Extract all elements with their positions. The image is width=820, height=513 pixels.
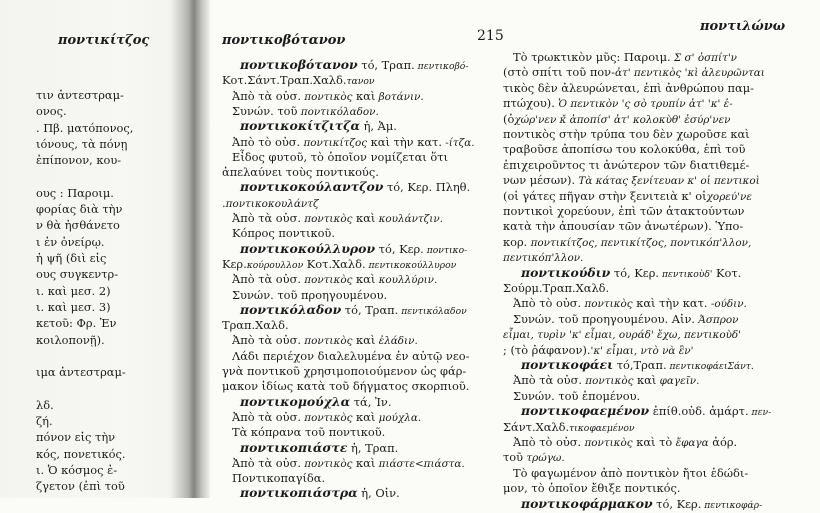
- text-run: Εἶδος φυτοῦ, τὸ ὁποῖον νομίζεται ὅτι: [232, 149, 449, 164]
- text-run: ἡ, Ἀμ.: [359, 119, 397, 134]
- text-line: [503, 219, 743, 233]
- text-run: καὶ τὴν κατ.: [367, 134, 442, 149]
- text-line: [240, 242, 467, 258]
- fragment-line: ζή.: [36, 414, 53, 428]
- fragment-line: κός, πονετικός.: [36, 446, 126, 461]
- text-line: [503, 327, 741, 342]
- text-run: Κοτ.Σάντ.Τραπ.Χαλδ.: [222, 73, 347, 88]
- text-run: γνὰ ποντικοῦ χρησιμοποιούμενον ὡς φάρ-: [222, 364, 467, 378]
- text-run: καὶ: [352, 333, 376, 348]
- text-line: [513, 50, 737, 65]
- text-line: [503, 235, 751, 250]
- text-run: καὶ: [633, 373, 657, 388]
- text-run: Κοτ.: [712, 265, 742, 280]
- text-line: [503, 112, 730, 127]
- fragment-line: ν θὰ ἠσθάνετο: [36, 218, 120, 233]
- fragment-line: ιόνους, τὰ πόνῃ: [36, 136, 128, 151]
- fragment-line: πόνον εἰς τὴν: [36, 430, 116, 445]
- text-run: καὶ: [352, 272, 376, 287]
- text-run: Ἀπὸ τὸ οὐσ.: [513, 296, 582, 311]
- text-line: [240, 119, 397, 133]
- text-run: ποντικοκούλλυρον: [240, 240, 376, 256]
- text-run: βοτάνιν.: [375, 90, 424, 103]
- text-line: [521, 358, 754, 374]
- text-run: Σούρμ.Τραπ.Χαλδ.: [503, 281, 610, 295]
- text-line: [222, 318, 289, 332]
- text-line: [232, 135, 475, 150]
- text-line: [521, 266, 741, 282]
- text-run: ποντικοπιάστρα: [240, 485, 358, 501]
- text-run: Ἀπὸ τὰ οὐσ.: [232, 409, 301, 424]
- text-run: μακον ἰδίως κατὰ τοῦ δήγματος σκορπιοῦ.: [222, 379, 470, 394]
- text-run: τά, Ἰν.: [350, 394, 392, 409]
- text-run: Ἀπὸ τὸ οὐσ.: [513, 435, 582, 449]
- text-line: [503, 127, 750, 141]
- text-run: πεντικόπ'λλον.: [503, 252, 584, 265]
- text-line: [232, 89, 424, 104]
- text-line: [232, 349, 469, 363]
- text-run: Τὸ τρωκτικὸν μῦς: Παροιμ.: [513, 50, 671, 64]
- text-run: Ἀπὸ τὰ οὐσ.: [232, 272, 301, 287]
- text-line: [503, 173, 760, 188]
- text-run: ποντικούδιν: [521, 264, 611, 280]
- text-line: [232, 150, 448, 164]
- text-run: ἐπίθ.οὐδ. ἀμάρτ.: [649, 404, 749, 419]
- text-run: 'κ' εἶμαι, ντὸ νὰ ἒν': [590, 344, 694, 357]
- text-line: [232, 425, 385, 439]
- text-run: πεντικοφάειΣάντ.: [666, 361, 754, 372]
- text-run: -ίτζα.: [441, 136, 475, 149]
- text-line: [503, 204, 744, 218]
- text-run: ; (τὸ ῥάφανον).: [503, 342, 591, 357]
- fragment-line: ι ἐν ὀνείρῳ.: [36, 234, 105, 249]
- text-line: [503, 81, 754, 95]
- text-run: Λάδι περιέχον διαλελυμένα ἐν αὐτῷ νεο-: [232, 348, 470, 363]
- text-run: ποντικὸς: [300, 213, 353, 225]
- text-line: [240, 486, 400, 500]
- text-run: ἀπελαύνει τοὺς ποντικούς.: [222, 165, 379, 180]
- fragment-line: φορίας διὰ τὴν: [36, 202, 123, 217]
- text-run: ποντικὸς: [300, 457, 353, 470]
- text-line: [232, 288, 387, 302]
- text-run: πτώχου).: [503, 96, 555, 111]
- running-head-right: ποντιλώνω: [700, 19, 786, 34]
- text-run: πεντικοβό-: [414, 61, 469, 72]
- text-line: [232, 226, 335, 240]
- text-run: ποντικὸς: [581, 375, 634, 388]
- text-run: Ἀσπρον: [695, 313, 739, 326]
- text-run: ποντικοβότανον: [240, 57, 358, 72]
- text-line: [232, 104, 379, 119]
- text-run: τό, Κερ.: [375, 241, 424, 256]
- text-run: πεντικόλαδον: [398, 305, 467, 317]
- text-run: χώρ'νεν κ̌ ἀποπίσ' ἀτ' κολοκὺθ' ἐσύρ'νεν: [514, 113, 731, 126]
- text-run: (στὸ σπίτι τοῦ πον-: [503, 65, 615, 80]
- text-line: [503, 343, 693, 358]
- text-run: τραβοῦσε ἀποπίσω του κολοκύθα, ἐπὶ τοῦ: [503, 142, 746, 157]
- text-line: [513, 373, 699, 388]
- text-run: Ἀπὸ τὰ οὐσ.: [513, 373, 582, 388]
- text-run: Κερ.: [222, 256, 247, 271]
- text-line: [503, 96, 733, 111]
- text-run: ἀόρ.: [708, 435, 738, 449]
- fragment-line: ἐπίπονον, κου-: [36, 153, 122, 168]
- text-line: [503, 420, 635, 436]
- text-run: πεντικοὺδ': [659, 268, 713, 280]
- text-run: ἔφαγα: [672, 437, 709, 449]
- text-run: ποντικοὶ χορεύουν, ἐπὶ τῶν ἀτακτούντων: [503, 204, 745, 218]
- fragment-line: ους συγκεντρ-: [36, 267, 119, 282]
- fragment-line: κοιλοπονῇ).: [36, 332, 105, 347]
- fragment-line: ι. καὶ μεσ. 3): [36, 299, 111, 314]
- text-run: ποντικὸς: [581, 298, 633, 311]
- text-run: Συνών. τοῦ: [232, 103, 298, 118]
- text-run: ποντικοκουλάντζ: [225, 197, 319, 210]
- text-run: Συνών. τοῦ ἑπομένου.: [513, 388, 641, 403]
- text-run: καὶ: [352, 211, 376, 225]
- text-run: τό, Κερ. Πληθ.: [383, 180, 471, 195]
- text-line: [222, 73, 374, 89]
- text-line: [222, 257, 456, 273]
- text-run: ποντικὸς: [300, 335, 353, 348]
- page-number: 215: [477, 28, 504, 44]
- text-run: Συνών. τοῦ προηγουμένου. Αἰν.: [513, 311, 696, 326]
- text-run: ποντικόλαδον.: [297, 105, 379, 118]
- text-line: [232, 211, 443, 226]
- fragment-line: . Πβ. ματόπονος,: [36, 120, 134, 135]
- text-run: ποντικὸς: [581, 437, 633, 449]
- text-run: ποντικο-: [423, 244, 468, 256]
- text-line: [222, 196, 319, 211]
- text-run: Συνών. τοῦ προηγουμένου.: [232, 287, 388, 302]
- text-run: Τὸ φαγωμένον ἀπὸ ποντικὸν ἤτοι ἐδώδι-: [513, 465, 749, 480]
- text-run: ποντικοφαεμένον: [521, 403, 650, 419]
- text-run: πεντικοφάρ-: [701, 499, 763, 511]
- text-run: Ἀπὸ τὰ οὐσ.: [232, 455, 301, 470]
- text-run: κούρουλλον: [246, 259, 304, 271]
- text-run: κουλάντζιν.: [375, 213, 443, 225]
- text-run: ποντικοπιάστε: [240, 439, 348, 455]
- text-run: ἐπιχειροῦντος τι ἀνώτερον τῶν διατιθεμέ-: [503, 157, 750, 172]
- text-run: (ὁ: [503, 111, 515, 126]
- text-line: [513, 435, 737, 450]
- text-run: Τὰ κάτας ξενίτευαν κ' οἱ πεντικοὶ: [575, 175, 760, 188]
- text-run: πιάστε<πιάστα.: [375, 457, 465, 470]
- text-line: [503, 481, 681, 495]
- text-run: ποντικίτζος: [300, 136, 368, 149]
- text-run: ποντικοφάει: [521, 357, 614, 372]
- fragment-line: κετοῦ: Φρ. Ἐν: [36, 316, 117, 331]
- text-run: τοῦ: [503, 450, 524, 465]
- fragment-line: ι. Ὁ κόσμος ἐ-: [36, 462, 118, 477]
- text-line: [513, 389, 640, 403]
- text-run: ἡ, Οἰν.: [357, 486, 400, 501]
- fragment-line: ἡ ψῆ (διὶ εἰς: [36, 251, 107, 265]
- text-run: τό,Τραπ.: [613, 358, 667, 372]
- text-run: τρώγω.: [523, 452, 565, 465]
- text-run: ποντικοκίτζιτζα: [240, 118, 360, 134]
- text-run: Ἀπὸ τὰ οὐσ.: [232, 88, 301, 103]
- text-run: τό, Κερ.: [610, 265, 660, 280]
- text-run: καὶ τὸ: [632, 435, 673, 449]
- text-run: Σάντ.Χαλδ.: [503, 419, 570, 434]
- book-gutter-shadow: [170, 0, 210, 498]
- text-line: [503, 189, 752, 204]
- text-run: ποντικὸς: [300, 411, 353, 424]
- text-run: Κοτ.Χαλδ.: [303, 256, 366, 271]
- fragment-line: ι. καὶ μεσ. 2): [36, 283, 111, 298]
- text-run: ποντικὸς στὴν τρύπα του δὲν χωροῦσε καὶ: [503, 127, 750, 141]
- text-line: [521, 497, 762, 513]
- text-run: .: [222, 195, 226, 210]
- text-run: ποντικὸς: [300, 274, 353, 287]
- text-run: καὶ: [352, 88, 376, 103]
- text-line: [232, 410, 421, 425]
- text-line: [222, 379, 469, 393]
- text-run: κουλλύριν.: [375, 274, 438, 287]
- text-run: τό, Κερ.: [652, 496, 702, 511]
- text-line: [222, 364, 466, 378]
- text-run: τικὸς δὲν ἀλευρώνεται, ἐπὶ ἀνθρώπου παμ-: [503, 80, 754, 95]
- fragment-line: ζγετον (ἐπὶ τοῦ: [36, 479, 125, 494]
- text-line: [222, 165, 379, 179]
- text-line: [513, 312, 738, 327]
- text-run: τό, Τραπ.: [357, 58, 415, 72]
- text-run: Κόπρος ποντικοῦ.: [232, 226, 335, 241]
- text-run: καὶ: [352, 455, 376, 470]
- text-run: εἶμαι, τυρὶν 'κ' εἶμαι, ουράδ' ἔχω, πεντικοὺδ': [503, 329, 742, 342]
- text-line: [232, 272, 437, 287]
- text-run: Ἀπὸ τὸ οὐσ.: [232, 134, 301, 149]
- text-line: [503, 281, 609, 295]
- text-run: ἀτ' πεντικὸς 'κὶ ἀλευρῶνται: [614, 67, 765, 80]
- text-line: [503, 158, 749, 172]
- text-run: ἐλάδιν.: [375, 335, 418, 348]
- fragment-line: ονος.: [36, 104, 67, 119]
- text-line: [240, 58, 468, 74]
- text-run: ποντικοκούλαντζον: [240, 179, 384, 195]
- fragment-line: λδ.: [36, 397, 54, 412]
- text-run: νων μέσων).: [503, 173, 576, 188]
- fragment-line: ους : Παροιμ.: [36, 185, 114, 200]
- text-run: ποντικὸς: [300, 90, 353, 103]
- text-run: τό, Τραπ.: [341, 302, 399, 317]
- text-line: [232, 471, 325, 485]
- text-run: Σ σ' ὀσπίτ'ν: [670, 52, 737, 64]
- text-line: [503, 450, 565, 465]
- text-run: μούχλα.: [375, 411, 422, 424]
- text-run: τικοφαεμένον: [569, 422, 635, 434]
- text-line: [240, 395, 391, 409]
- text-run: Τραπ.Χαλδ.: [222, 318, 289, 333]
- text-run: χορεύ'νε: [706, 190, 752, 203]
- text-run: (οἱ γάτες πῆγαν στὴν ξενιτειὰ κ' οἱ: [503, 188, 707, 203]
- text-line: [513, 466, 748, 480]
- text-line: [232, 333, 418, 348]
- text-line: [503, 250, 583, 265]
- text-run: ποντικίτζος, πεντικίτζος, ποντικόπ'λλον,: [527, 236, 752, 249]
- text-run: ποντικοφάρμακον: [521, 495, 653, 511]
- text-line: [503, 65, 765, 80]
- text-run: πεν-: [748, 407, 772, 419]
- text-run: Τὰ κόπρανα τοῦ ποντικοῦ.: [232, 425, 386, 440]
- running-head-left: ποντικίτζος: [58, 33, 150, 48]
- text-line: [240, 180, 470, 194]
- text-run: ποντικόλαδον: [240, 301, 342, 317]
- text-run: Ὁ πεντικὸν 'ς σὸ τρυπίν ἀτ' 'κ' ἐ-: [554, 98, 733, 111]
- text-run: φαγεῖν.: [656, 375, 700, 388]
- text-line: [240, 303, 467, 319]
- text-line: [521, 404, 771, 420]
- text-line: [503, 142, 745, 156]
- text-run: τανον: [346, 76, 375, 88]
- text-run: κορ.: [503, 234, 528, 249]
- fragment-line: ιμα ἀντεστραμ-: [36, 365, 126, 380]
- text-line: [513, 296, 747, 311]
- text-run: Ἀπὸ τὰ οὐσ.: [232, 211, 301, 225]
- text-run: καὶ τὴν κατ.: [632, 296, 708, 311]
- text-run: ἡ, Τραπ.: [347, 440, 399, 455]
- text-run: -ούδιν.: [707, 298, 747, 311]
- text-line: [240, 441, 398, 455]
- text-run: Ἀπὸ τὰ οὐσ.: [232, 333, 301, 348]
- text-run: ποντικομούχλα: [240, 393, 351, 409]
- text-run: πεντικοκούλλυρον: [365, 259, 457, 271]
- text-run: μον, τὸ ὁποῖον ἔθιξε ποντικός.: [503, 481, 681, 496]
- text-line: [232, 456, 465, 471]
- fragment-line: τιν ἀντεστραμ-: [36, 88, 124, 102]
- running-head-center: ποντικοβότανον: [222, 33, 346, 48]
- text-run: κατὰ τὴν ἀπουσίαν τῶν ἀνωτέρων). Ὑπο-: [503, 219, 744, 234]
- text-run: Ποντικοπαγίδα.: [232, 471, 326, 486]
- text-run: καὶ: [352, 409, 376, 424]
